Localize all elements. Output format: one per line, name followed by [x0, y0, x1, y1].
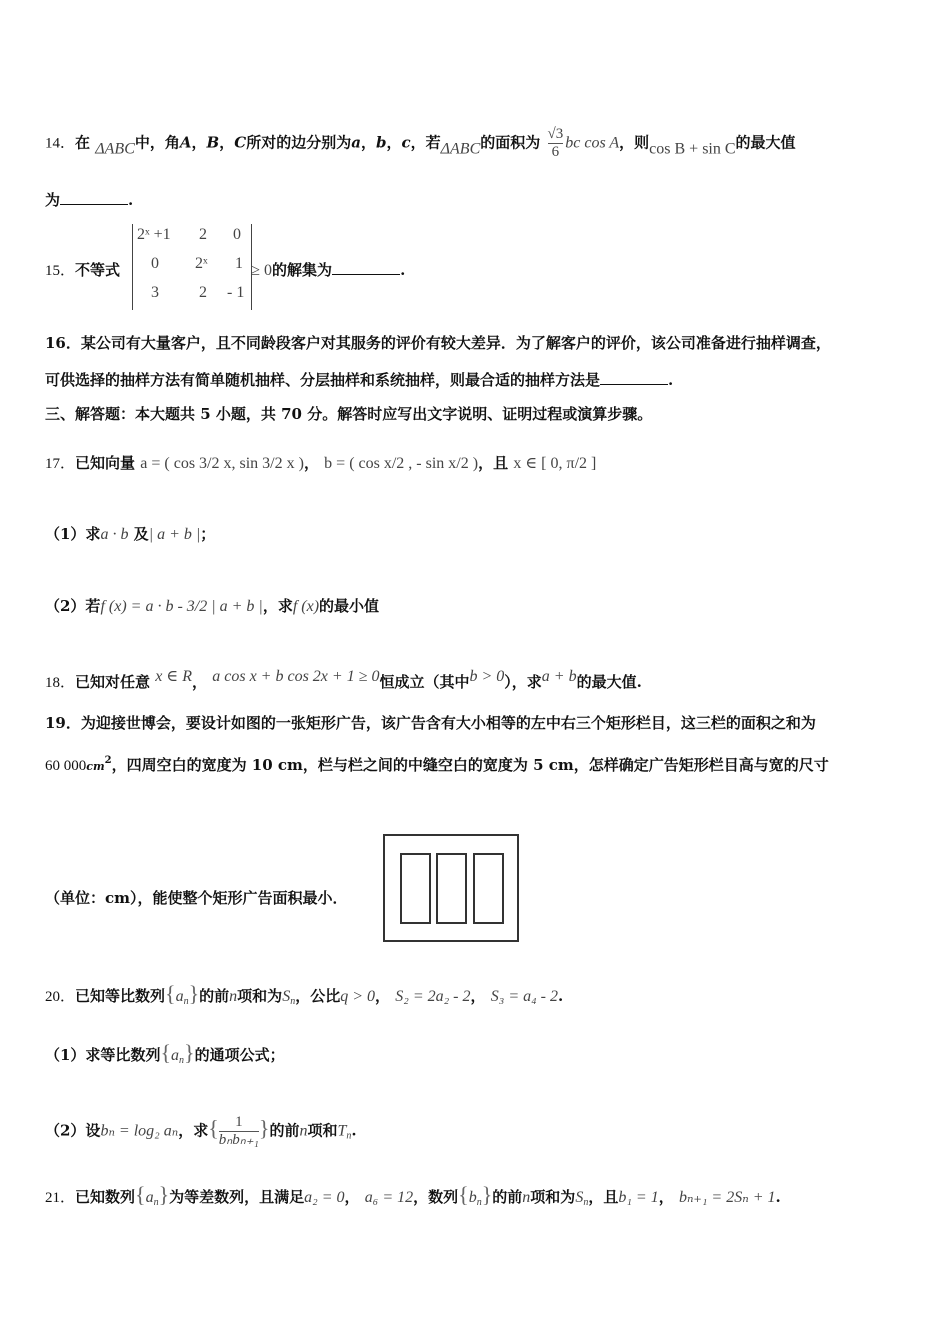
q20-part1: （1）求等比数列$\{a_n\}$的通项公式； — [45, 1040, 285, 1066]
q20-part2: （2）设bₙ = log₂ aₙ，求{ $\frac{1}{\text{bₙbₙ₊₁}}$ }的前n项和$T_n$. — [45, 1114, 357, 1148]
q17-part2: （2）若f (x) = a · b - 3/2 | a + b |，求f (x)的最小值 — [45, 597, 380, 615]
section-3-heading: 三、解答题：本大题共 5 小题，共 70 分。解答时应写出文字说明、证明过程或演算步骤。 — [45, 405, 653, 423]
q16-line2: 可供选择的抽样方法有简单随机抽样、分层抽样和系统抽样，则最合适的抽样方法是 . — [45, 371, 674, 389]
q17-part1: （1）求a · b 及| a + b |； — [45, 525, 216, 543]
cos-sin-expr: cos B + sin C — [649, 140, 736, 158]
q19-line1: 19．为迎接世博会，要设计如图的一张矩形广告，该广告含有大小相等的左中右三个矩形栏目，这三栏的面积之和为 — [45, 714, 816, 732]
q14-line1: 14．在 ΔABC中，角A，B，C所对的边分别为a，b，c，若ΔABC的面积为 $\frac{√3}{6}$ bc cos A，则cos B + sin C的最大值 — [45, 126, 796, 160]
q16-line1: 16．某公司有大量客户，且不同龄段客户对其服务的评价有较大差异．为了解客户的评价，该公司准备进行抽样调查， — [45, 334, 831, 352]
q19-line3: （单位：cm），能使整个矩形广告面积最小． — [45, 889, 348, 907]
ad-column-middle — [436, 853, 467, 924]
advertisement-figure — [383, 834, 519, 942]
triangle-abc-2: ΔABC — [440, 140, 481, 158]
q18-line: 18．已知对任意 x ∈ R， a cos x + b cos 2x + 1 ≥ 0恒成立（其中b > 0），求a + b的最大值. — [45, 668, 642, 691]
answer-blank-14 — [60, 204, 128, 205]
x-range: x ∈ [ 0, π/2 ] — [513, 455, 597, 472]
area-fraction: $\frac{√3}{6}$ — [547, 126, 564, 160]
answer-blank-16 — [600, 384, 668, 385]
q15-line: 15．不等式 ≥ 0的解集为 . — [45, 261, 406, 279]
q19-line2: 60 $000cm^2$，四周空白的宽度为 10 cm，栏与栏之间的中缝空白的宽度为 5 cm，怎样确定广告矩形栏目高与宽的尺寸 — [45, 755, 829, 774]
q21-line: 21．已知数列$\{a_n\}$为等差数列，且满足a₂ = 0， a₆ = 12，数列$\{b_n\}$的前n项和为$S_n$，且b₁ = 1， bₙ₊₁ = 2Sₙ + 1. — [45, 1182, 781, 1208]
determinant: 2ˣ +1 2 0 0 2ˣ 1 3 2 - 1 — [132, 224, 252, 310]
triangle-abc-1: ΔABC — [95, 140, 135, 158]
q14-line2: 为 . — [45, 191, 134, 209]
reciprocal-fraction: $\frac{1}{\text{bₙbₙ₊₁}}$ — [218, 1114, 259, 1148]
q20-line: 20．已知等比数列$\{a_n\}$的前n项和为$S_n$，公比q > 0， S₂ = 2a₂ - 2， S₃ = a₄ - 2. — [45, 981, 564, 1007]
ad-column-right — [473, 853, 504, 924]
ad-column-left — [400, 853, 431, 924]
vector-b: b = ( cos x/2 , - sin x/2 ) — [324, 455, 479, 472]
answer-blank-15 — [332, 274, 400, 275]
q17-line: 17．已知向量 a = ( cos 3/2 x, sin 3/2 x )， b = ( cos x/2 , - sin x/2 )，且 x ∈ [ 0, π/2 ] — [45, 454, 597, 472]
vector-a: a = ( cos 3/2 x, sin 3/2 x ) — [140, 455, 304, 472]
